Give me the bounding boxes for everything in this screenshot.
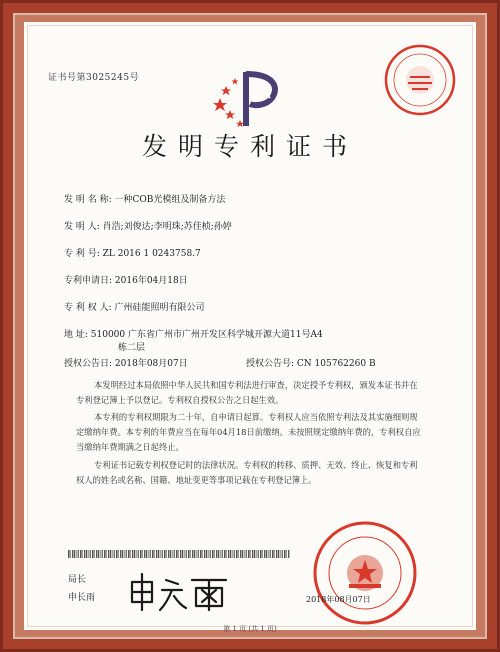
paragraph-term: 本专利的专利权期限为二十年，自申请日起算。专利权人应当依照专利法及其实施细则规定缴纳年费。本专利的年费应当在每年04月18日前缴纳。未按照规定缴纳年费的，专利权自应当缴纳年费期满之日起终止。 [76,412,421,452]
barcode-bar [209,550,210,558]
round-stamp-icon [382,42,458,118]
barcode-bar [197,550,198,558]
barcode-bar [161,550,162,558]
barcode-bar [125,550,126,558]
barcode-bar [262,550,263,558]
barcode-bar [178,550,179,558]
barcode-bar [266,550,268,558]
address-label: 地 址: [64,330,88,340]
barcode-bar [77,550,78,558]
barcode-bar [146,550,148,558]
barcode-bar [140,550,142,558]
barcode-bar [276,550,277,558]
invention-name-row [64,192,225,205]
patentee-row [64,300,205,313]
grant-no-value: CN 105762260 B [296,359,376,369]
barcode-bar [250,550,251,558]
barcode-bar [134,550,136,558]
patent-no-row [64,246,201,259]
grant-date-row [64,356,188,369]
barcode-strip [68,550,290,558]
grant-no-row [246,356,376,369]
barcode-bar [230,550,232,558]
barcode-bar [80,550,82,558]
certificate-number: 证书号第3025245号 [48,73,140,83]
barcode-bar [180,550,181,558]
barcode-bar [192,550,193,558]
address-row [64,327,323,340]
barcode-bar [233,550,234,558]
inventor-row [64,219,232,232]
barcode-bar [102,550,103,558]
barcode-bar [86,550,88,558]
barcode-bar [98,550,100,558]
barcode-bar [89,550,90,558]
barcode-bar [162,550,163,558]
barcode-bar [94,550,95,558]
barcode-bar [245,550,246,558]
barcode-bar [182,550,184,558]
barcode-bar [194,550,196,558]
patentee-value: 广州硅能照明有限公司 [114,303,205,313]
director-signature-icon [124,570,234,614]
barcode-bar [158,550,160,558]
inventor-value: 肖浩;刘俊达;李明珠;苏佳桢;孙婷 [102,222,232,232]
barcode-bar [286,550,287,558]
barcode-bar [170,550,172,558]
grant-date-value: 2018年08月07日 [114,359,188,369]
barcode-bar [164,550,166,558]
barcode-bar [198,550,199,558]
barcode-bar [113,550,114,558]
barcode-bar [258,550,259,558]
address-value-line1: 510000 广东省广州市广州开发区科学城开源大道11号A4 [90,330,323,340]
certificate-paper [24,22,476,633]
barcode-bar [132,550,133,558]
barcode-bar [210,550,211,558]
barcode-bar [264,550,265,558]
director-name: 申长雨 [68,593,96,603]
barcode-bar [185,550,186,558]
barcode-bar [257,550,258,558]
barcode-bar [126,550,127,558]
barcode-bar [106,550,107,558]
barcode-bar [260,550,262,558]
barcode-bar [101,550,102,558]
barcode-bar [214,550,215,558]
barcode-bar [222,550,223,558]
barcode-bar [278,550,280,558]
barcode-bar [206,550,208,558]
barcode-bar [116,550,118,558]
barcode-bar [200,550,202,558]
barcode-bar [226,550,227,558]
barcode-bar [168,550,169,558]
barcode-bar [288,550,289,558]
barcode-bar [84,550,85,558]
barcode-bar [173,550,174,558]
barcode-bar [218,550,220,558]
filing-date-value: 2016年04月18日 [114,276,188,286]
barcode-bar [68,550,70,558]
barcode-bar [281,550,282,558]
patent-no-label: 专 利 号: [64,249,100,259]
barcode-bar [174,550,175,558]
barcode-bar [221,550,222,558]
barcode-bar [154,550,155,558]
barcode-bar [202,550,203,558]
barcode-bar [248,550,250,558]
barcode-bar [142,550,143,558]
paragraph-legal-status: 专利证书记载专利权登记时的法律状况。专利权的转移、质押、无效、终止、恢复和专利权人的姓名或名称、国籍、地址变更等事项记载在专利登记簿上。 [76,460,418,485]
barcode-bar [118,550,119,558]
barcode-bar [78,550,79,558]
barcode-bar [282,550,283,558]
barcode-bar [150,550,151,558]
barcode-bar [224,550,226,558]
barcode-bar [254,550,256,558]
barcode-bar [176,550,178,558]
barcode-bar [242,550,244,558]
barcode-bar [269,550,270,558]
barcode-bar [188,550,190,558]
cnipa-logo-icon [210,64,288,132]
barcode-bar [166,550,167,558]
barcode-bar [284,550,286,558]
barcode-bar [238,550,239,558]
paragraph-grant: 本发明经过本局依照中华人民共和国专利法进行审查，决定授予专利权，颁发本证书并在专利登记簿上予以登记。专利权自授权公告之日起生效。 [76,380,418,405]
grant-date-label: 授权公告日: [64,359,113,369]
barcode-bar [96,550,97,558]
barcode-bar [92,550,94,558]
barcode-bar [156,550,157,558]
barcode-bar [149,550,150,558]
barcode-bar [82,550,83,558]
patentee-label: 专 利 权 人: [64,303,112,313]
barcode-bar [190,550,191,558]
barcode-bar [228,550,229,558]
filing-date-label: 专利申请日: [64,276,113,286]
grant-no-label: 授权公告号: [246,359,295,369]
barcode-bar [120,550,121,558]
barcode-bar [152,550,154,558]
barcode-bar [216,550,217,558]
barcode-bar [204,550,205,558]
barcode-bar [130,550,131,558]
barcode-bar [74,550,76,558]
barcode-bar [128,550,130,558]
barcode-bar [252,550,253,558]
barcode-bar [246,550,247,558]
barcode-bar [236,550,238,558]
seal-date: 2018年08月07日 [306,595,371,604]
barcode-bar [110,550,112,558]
barcode-bar [90,550,91,558]
barcode-bar [122,550,124,558]
barcode-bar [108,550,109,558]
address-value-line2: 栋二层 [118,343,146,353]
page-title: 发明专利证书 [141,132,358,161]
barcode-bar [114,550,115,558]
barcode-bar [72,550,73,558]
inventor-label: 发 明 人: [64,222,100,232]
barcode-bar [240,550,241,558]
barcode-bar [274,550,275,558]
patent-no-value: ZL 2016 1 0243758.7 [102,249,201,259]
barcode-bar [144,550,145,558]
barcode-bar [212,550,214,558]
barcode-bar [272,550,274,558]
national-seal-icon [310,518,420,628]
barcode-bar [270,550,271,558]
barcode-bar [138,550,139,558]
barcode-bar [186,550,187,558]
barcode-bar [104,550,106,558]
barcode-bar [137,550,138,558]
barcode-bar [70,550,71,558]
page-footer: 第 1 页 (共 1 页) [223,625,277,633]
filing-date-row [64,273,188,286]
director-title: 局长 [68,575,87,585]
invention-name-label: 发 明 名 称: [64,195,112,205]
barcode-bar [234,550,235,558]
invention-name-value: 一种COB光模组及制备方法 [114,195,226,205]
